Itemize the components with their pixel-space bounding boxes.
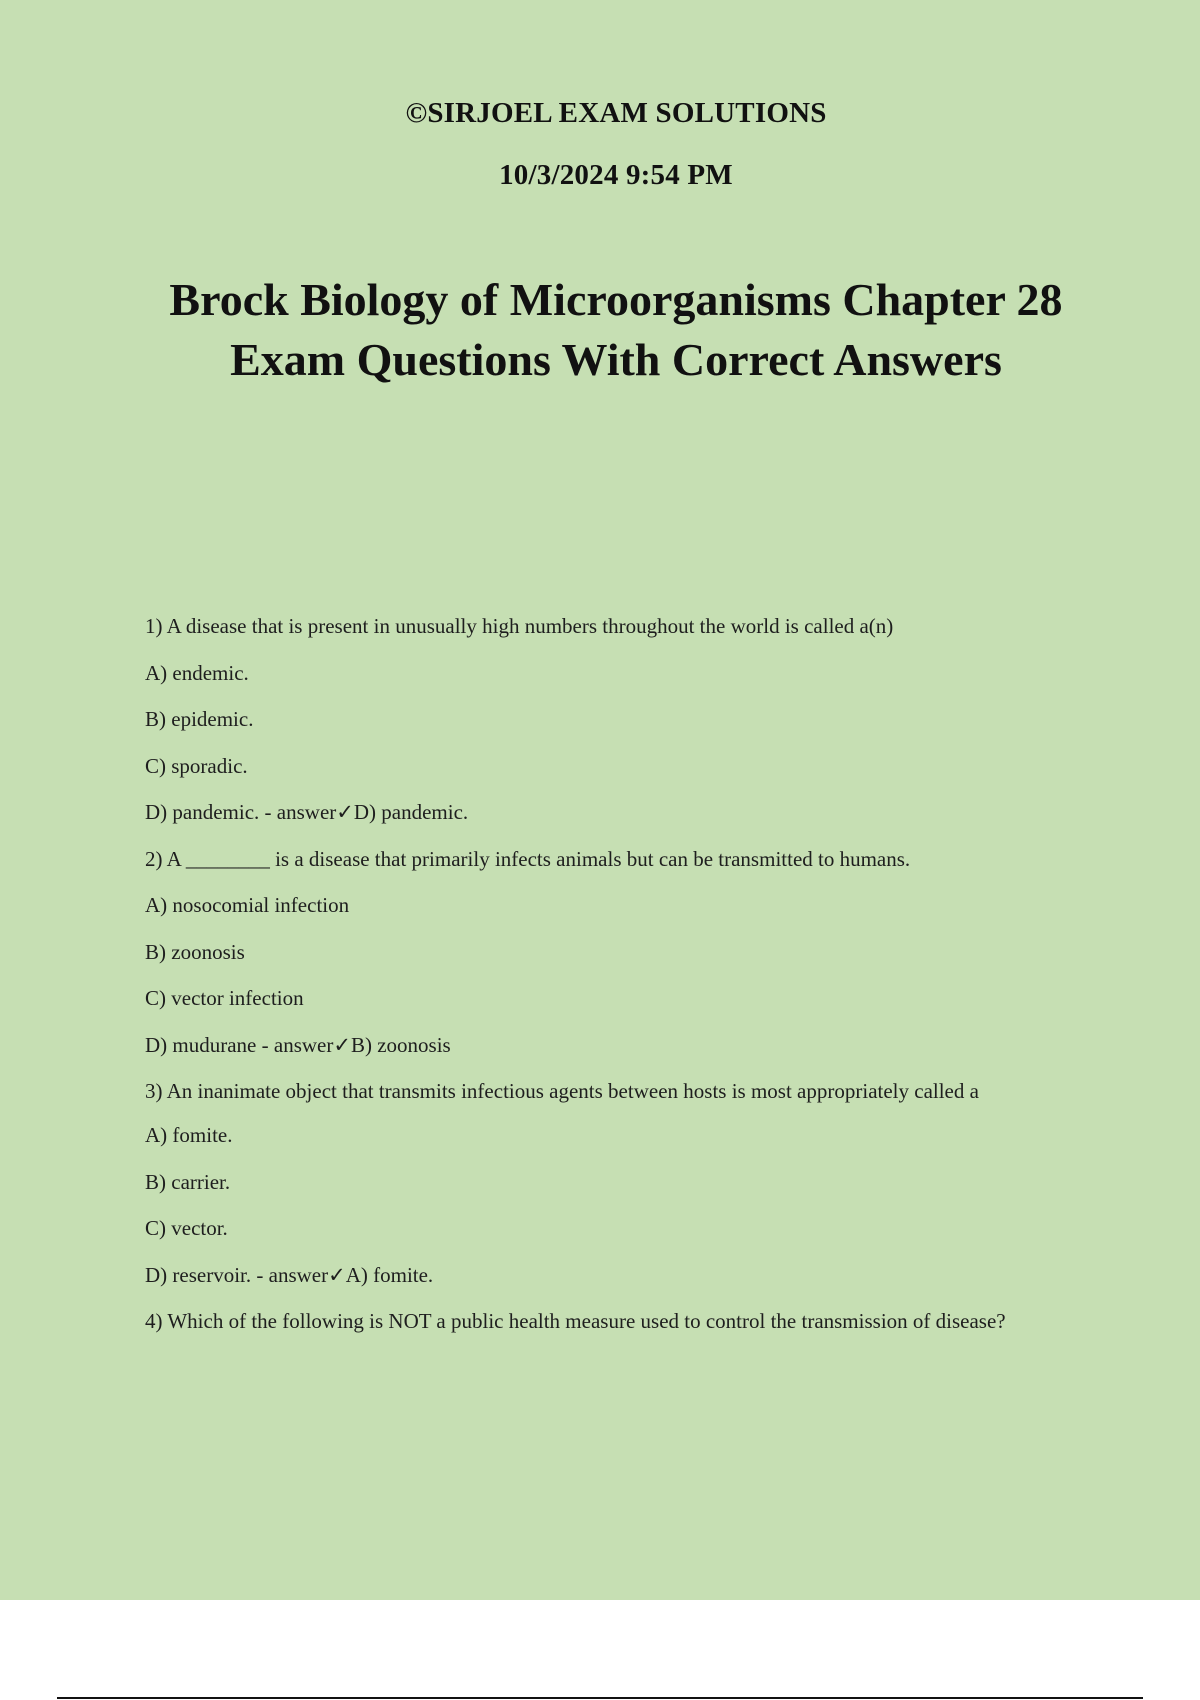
title-line-1: Brock Biology of Microorganisms Chapter 28 (169, 274, 1063, 325)
checkmark-icon: ✓ (336, 800, 354, 824)
question-1-option-a: A) endemic. (145, 660, 249, 685)
question-3-prompt: 3) An inanimate object that transmits infectious agents between hosts is most appropriately called a (145, 1079, 979, 1103)
question-1-option-b: B) epidemic. (145, 707, 254, 731)
question-2-prompt: 2) A ________ is a disease that primarily infects animals but can be transmitted to humans. (145, 846, 911, 871)
question-3-option-c: C) vector. (145, 1216, 228, 1240)
question-4-prompt: 4) Which of the following is NOT a public health measure used to control the transmission of disease? (145, 1309, 1006, 1333)
footer-divider (57, 1697, 1143, 1699)
question-1-answer: D) pandemic. (353, 800, 469, 824)
question-2-answer: B) zoonosis (350, 1032, 451, 1057)
question-3-answer: A) fomite. (345, 1262, 434, 1287)
question-list (145, 612, 1065, 1351)
question-3-option-a: A) fomite. (145, 1123, 233, 1147)
title-line-2: Exam Questions With Correct Answers (230, 334, 1002, 385)
question-2-option-c: C) vector infection (145, 986, 304, 1010)
question-2-option-b: B) zoonosis (145, 939, 245, 964)
question-1-option-c: C) sporadic. (145, 753, 248, 778)
question-3-option-b: B) carrier. (145, 1169, 231, 1194)
question-2-option-d: D) mudurane - answer (145, 1032, 334, 1057)
checkmark-icon: ✓ (328, 1262, 346, 1287)
question-1-option-d: D) pandemic. - answer (145, 800, 337, 824)
question-3-option-d-answer (145, 1261, 1065, 1289)
question-1-prompt: 1) A disease that is present in unusually high numbers throughout the world is called a(n) (145, 614, 894, 638)
document-title (0, 270, 1200, 390)
question-3-option-d: D) reservoir. - answer (145, 1262, 329, 1287)
question-2-option-d-answer (145, 1031, 1065, 1059)
question-1-option-d-answer (145, 798, 1065, 826)
document-datetime: 10/3/2024 9:54 PM (499, 159, 733, 191)
question-2-option-a: A) nosocomial infection (145, 893, 350, 917)
brand-header: ©SIRJOEL EXAM SOLUTIONS (405, 97, 827, 129)
checkmark-icon: ✓ (333, 1032, 351, 1057)
